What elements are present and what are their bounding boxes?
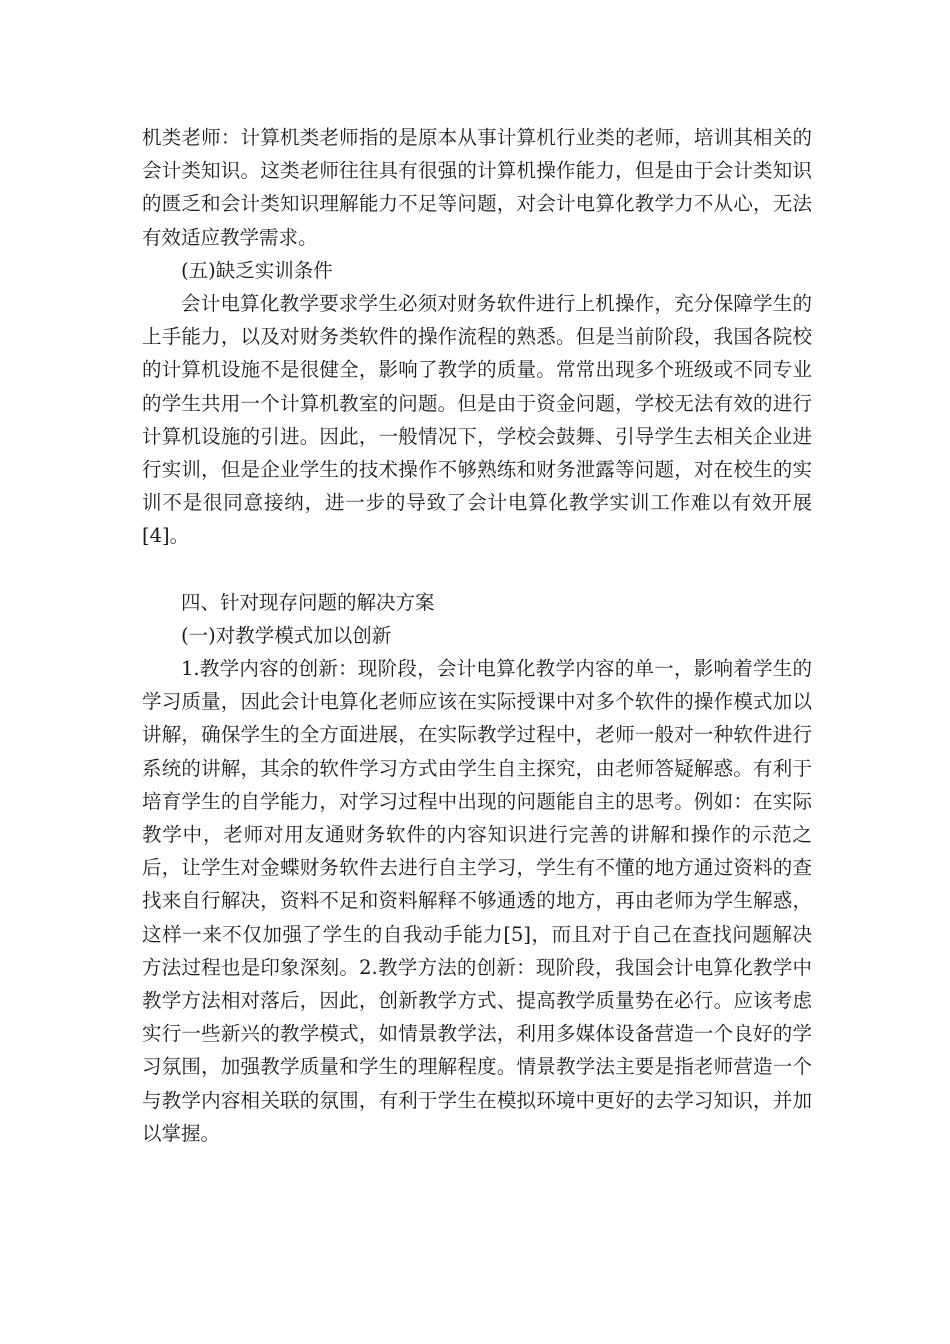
paragraph-training-conditions: 会计电算化教学要求学生必须对财务软件进行上机操作，充分保障学生的上手能力，以及对财务类软件的操作流程的熟悉。但是当前阶段，我国各院校的计算机设施不是很健全，影响了教学的质量。常常出现多个班级或不同专业的学生共用一个计算机教室的问题。但是由于资金问题，学校无法有效的进行计算机设施的引进。因此，一般情况下，学校会鼓舞、引导学生去相关企业进行实训，但是企业学生的技术操作不够熟练和财务泄露等问题，对在校生的实训不是很同意接纳，进一步的导致了会计电算化教学实训工作难以有效开展[4]。 — [142, 292, 812, 548]
paragraph-teaching-innovation: 1.教学内容的创新：现阶段，会计电算化教学内容的单一，影响着学生的学习质量，因此会计电算化老师应该在实际授课中对多个软件的操作模式加以讲解，确保学生的全方面进展，在实际教学过程中，老师一般对一种软件进行系统的讲解，其余的软件学习方式由学生自主探究，由老师答疑解惑。有利于培育学生的自学能力，对学习过程中出现的问题能自主的思考。例如：在实际教学中，老师对用友通财务软件的内容知识进行完善的讲解和操作的示范之后，让学生对金蝶财务软件去进行自主学习，学生有不懂的地方通过资料的查找来自行解决，资料不足和资料解释不够通透的地方，再由老师为学生解惑，这样一来不仅加强了学生的自我动手能力[5]，而且对于自己在查找问题解决方法过程也是印象深刻。2.教学方法的创新：现阶段，我国会计电算化教学中教学方法相对落后，因此，创新教学方式、提高教学质量势在必行。应该考虑实行一些新兴的教学模式，如情景教学法，利用多媒体设备营造一个良好的学习氛围，加强教学质量和学生的理解程度。情景教学法主要是指老师营造一个与教学内容相关联的氛围，有利于学生在模拟环境中更好的去学习知识，并加以掌握。 — [142, 657, 812, 1145]
heading-solutions: 四、针对现存问题的解决方案 — [181, 590, 435, 614]
paragraph-computer-teachers: 机类老师：计算机类老师指的是原本从事计算机行业类的老师，培训其相关的会计类知识。这类老师往往具有很强的计算机操作能力，但是由于会计类知识的匮乏和会计类知识理解能力不足等问题，对会计电算化教学力不从心，无法有效适应教学需求。 — [142, 126, 812, 249]
heading-teaching-mode-innovation: (一)对教学模式加以创新 — [181, 623, 392, 647]
heading-lack-of-training-conditions: (五)缺乏实训条件 — [181, 258, 333, 282]
body-text — [142, 121, 812, 1150]
